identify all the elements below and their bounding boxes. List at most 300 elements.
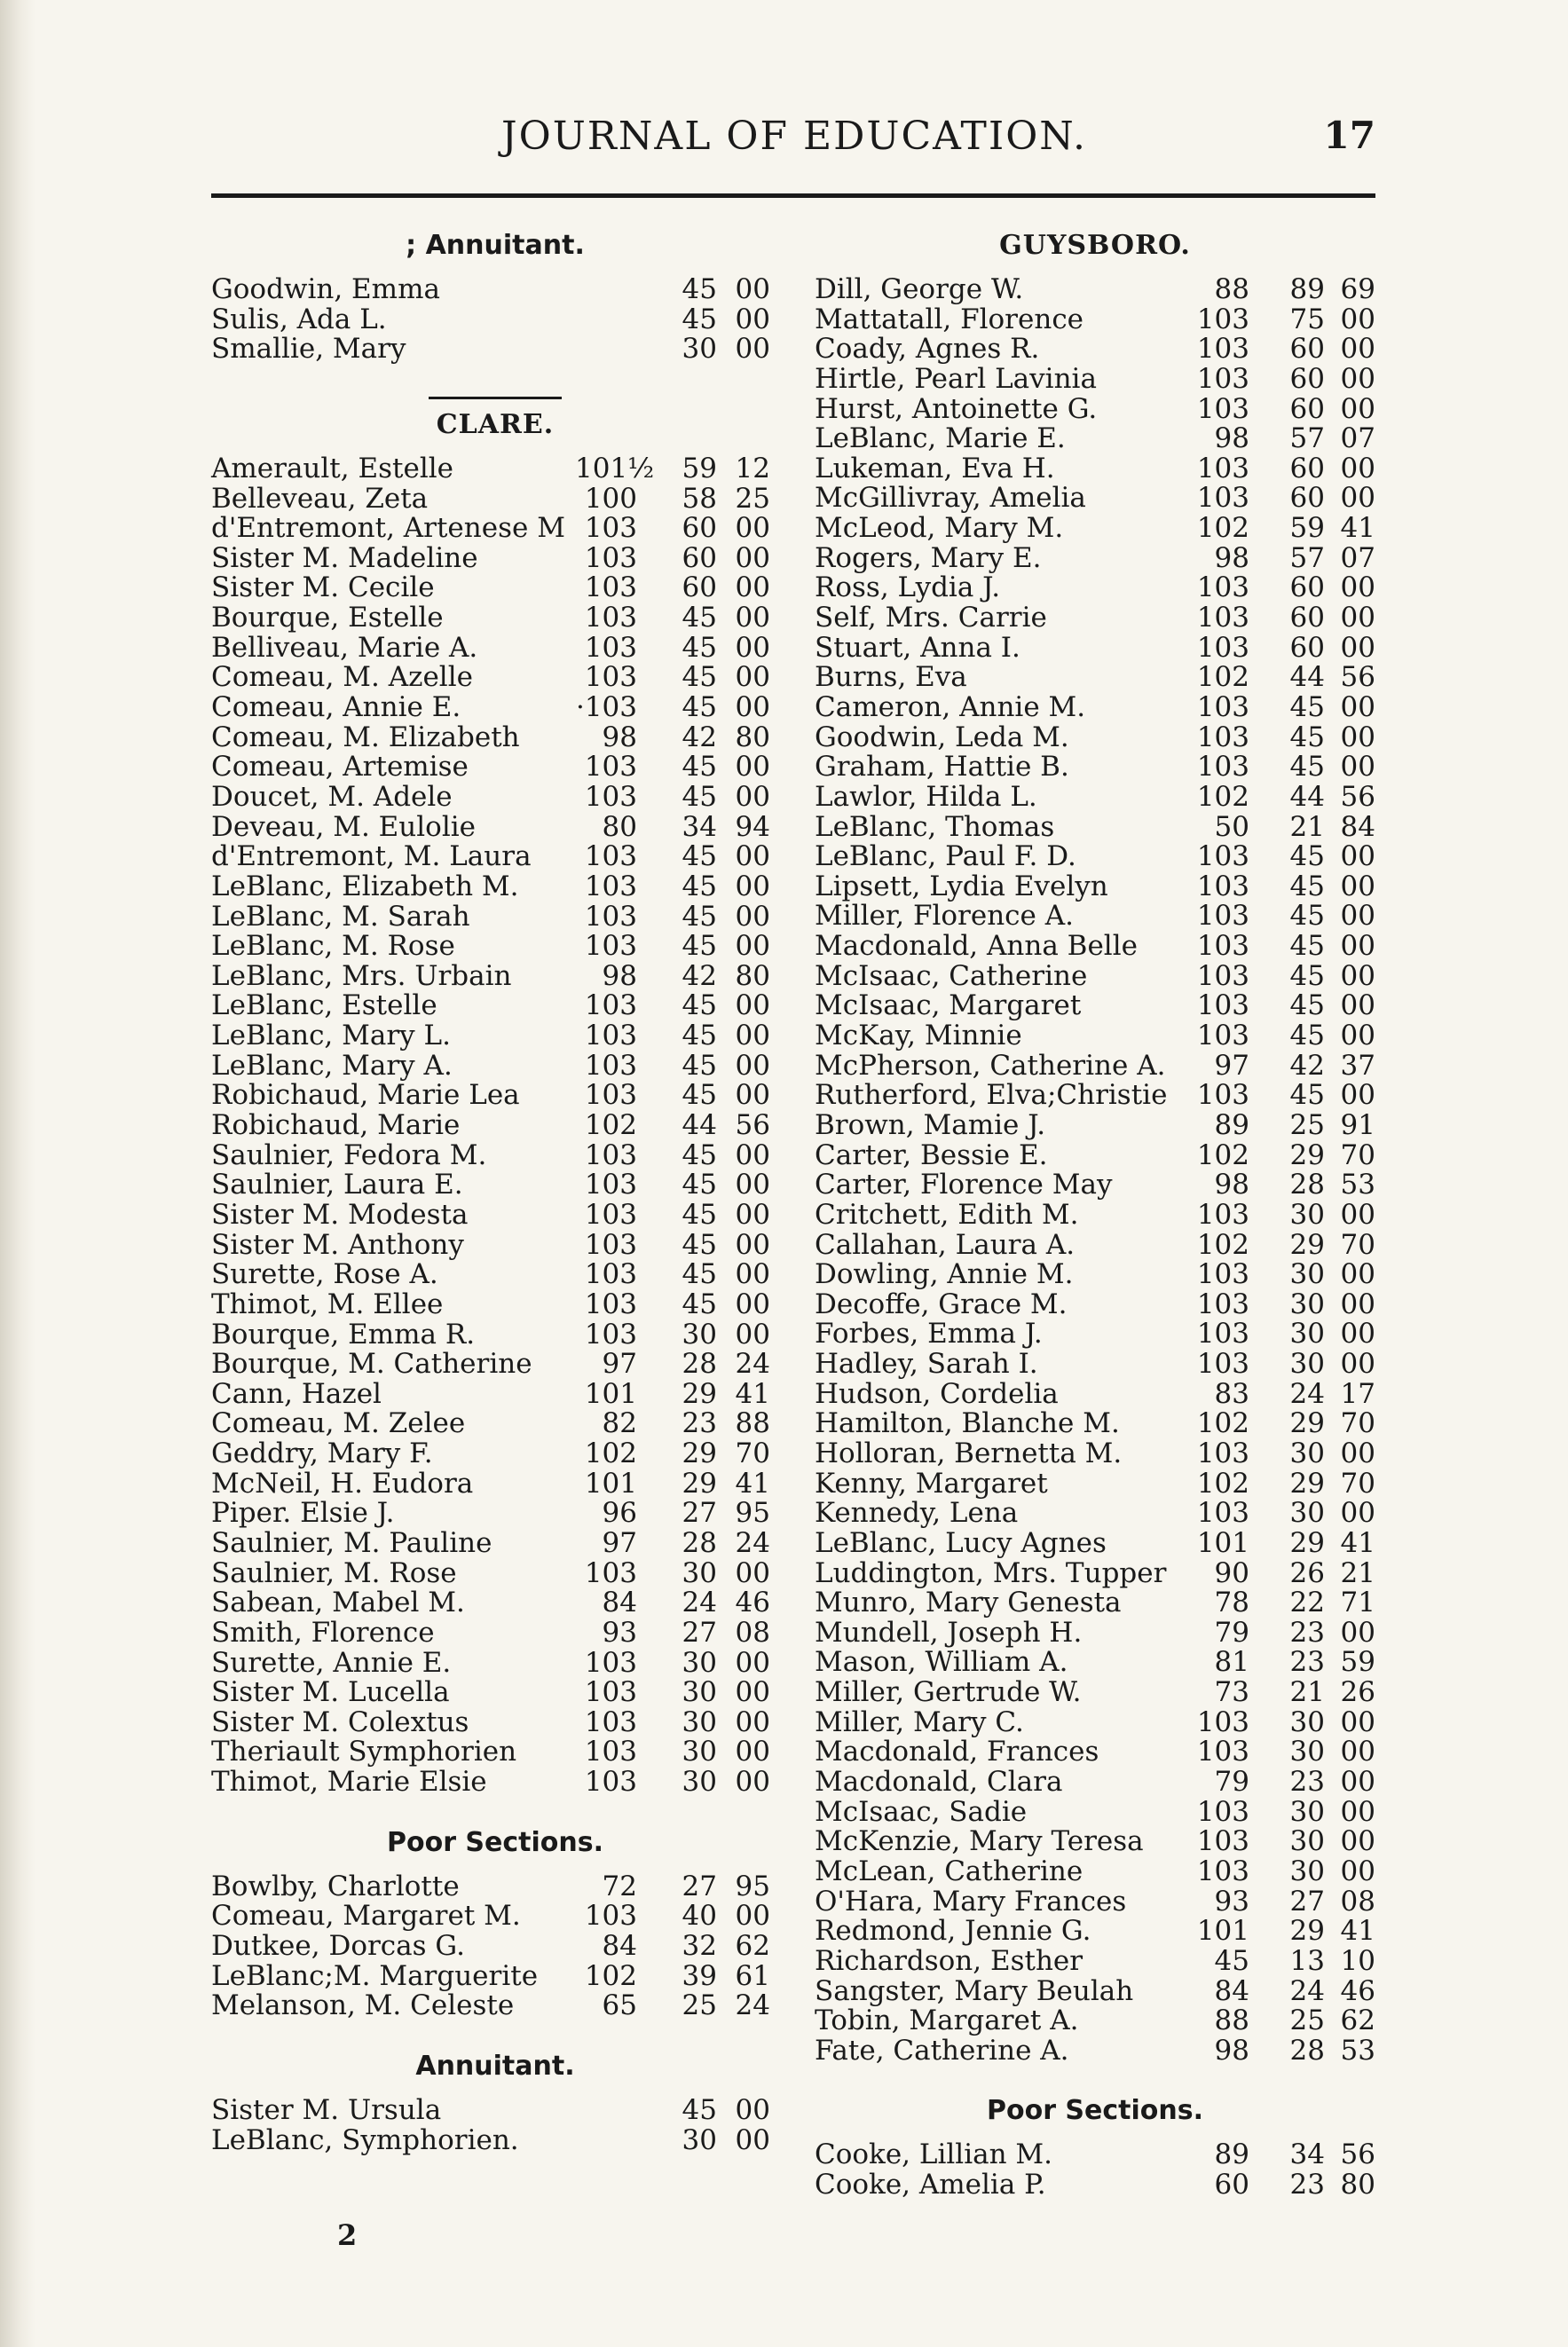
dollars-value: 30 — [1289, 1258, 1325, 1291]
teacher-name: Hirtle, Pearl Lavinia — [815, 362, 1097, 395]
teacher-name: Melanson, M. Celeste — [211, 1989, 515, 2022]
grade-value: 103 — [584, 1079, 637, 1112]
cents-value: 53 — [1340, 1169, 1375, 1201]
teacher-name: Forbes, Emma J. — [815, 1318, 1043, 1351]
dollars-value: 60 — [1289, 452, 1325, 484]
grade-value: 103 — [584, 989, 637, 1022]
grade-value: 97 — [602, 1526, 637, 1559]
dollars-value: 45 — [1289, 751, 1325, 784]
teacher-name: Kenny, Margaret — [815, 1467, 1048, 1500]
grade-value: 103 — [584, 661, 637, 694]
table-row — [815, 2036, 1375, 2067]
dollars-value: 45 — [682, 840, 717, 873]
cents-value: 00 — [1340, 1079, 1375, 1112]
table-row — [815, 1198, 1375, 1231]
table-row — [815, 1768, 1375, 1798]
table-row — [815, 454, 1375, 484]
dollars-value: 29 — [682, 1467, 717, 1500]
teacher-name: Belleveau, Zeta — [211, 482, 429, 515]
teacher-name: Comeau, Artemise — [211, 751, 469, 784]
table-row — [815, 690, 1375, 723]
dollars-value: 30 — [682, 1736, 717, 1768]
grade-value: 73 — [1214, 1676, 1249, 1709]
teacher-name: LeBlanc, Thomas — [815, 810, 1055, 843]
teacher-name: Munro, Mary Genesta — [815, 1587, 1122, 1619]
cents-value: 84 — [1340, 810, 1375, 843]
cents-value: 00 — [1340, 1497, 1375, 1530]
cents-value: 88 — [735, 1407, 770, 1440]
table-row — [211, 2123, 779, 2156]
dollars-value: 45 — [1289, 690, 1325, 723]
grade-value: 60 — [1214, 2169, 1249, 2201]
grade-value: 81 — [1214, 1646, 1249, 1679]
table-row — [815, 1618, 1375, 1649]
table-row — [815, 424, 1375, 454]
grade-value: 103 — [584, 1258, 637, 1291]
grade-value: 102 — [1196, 1228, 1249, 1261]
cents-value: 24 — [735, 1348, 770, 1381]
grade-value: 103 — [1196, 1318, 1249, 1351]
grade-value: 103 — [584, 1676, 637, 1709]
teacher-name: Sister M. Cecile — [211, 571, 435, 604]
cents-value: 00 — [1340, 1198, 1375, 1231]
dollars-value: 45 — [682, 1228, 717, 1261]
dollars-value: 44 — [1289, 661, 1325, 694]
dollars-value: 57 — [1289, 541, 1325, 574]
cents-value: 00 — [735, 691, 770, 724]
signature-mark: 2 — [337, 2218, 358, 2252]
cents-value: 00 — [735, 1049, 770, 1082]
teacher-name: Luddington, Mrs. Tupper — [815, 1556, 1167, 1589]
section-gap — [211, 1798, 779, 1817]
table-row — [815, 541, 1375, 574]
table-row — [815, 1974, 1375, 2007]
table-row — [815, 275, 1375, 305]
teacher-name: McGillivray, Amelia — [815, 482, 1086, 515]
grade-value: 45 — [1214, 1944, 1249, 1977]
cents-value: 25 — [735, 482, 770, 515]
dollars-value: 28 — [682, 1348, 717, 1381]
grade-value: 103 — [1196, 362, 1249, 395]
grade-value: 84 — [1214, 1974, 1249, 2007]
dollars-value: 58 — [682, 482, 717, 515]
grade-value: 101 — [584, 1467, 637, 1500]
table-row — [815, 1319, 1375, 1350]
table-row — [815, 1795, 1375, 1828]
table-row — [211, 1768, 779, 1798]
cents-value: 00 — [735, 1228, 770, 1261]
dollars-value: 39 — [682, 1959, 717, 1992]
dollars-value: 29 — [682, 1437, 717, 1470]
table-row — [211, 842, 779, 872]
dollars-value: 89 — [1289, 273, 1325, 305]
table-row — [815, 2170, 1375, 2201]
cents-value: 95 — [735, 1870, 770, 1902]
table-row — [211, 1618, 779, 1649]
grade-value: ·103 — [575, 691, 637, 724]
table-row — [211, 1051, 779, 1082]
teacher-name: LeBlanc, Elizabeth M. — [211, 870, 519, 902]
table-row — [211, 991, 779, 1021]
cents-value: 00 — [1340, 1736, 1375, 1768]
teacher-name: Sister M. Anthony — [211, 1228, 464, 1261]
cents-value: 00 — [1340, 333, 1375, 366]
table-row — [815, 1917, 1375, 1947]
grade-value: 90 — [1214, 1556, 1249, 1589]
dollars-value: 23 — [1289, 2169, 1325, 2201]
grade-value: 103 — [1196, 571, 1249, 604]
table-row — [815, 1290, 1375, 1320]
teacher-name: Sister M. Modesta — [211, 1198, 469, 1231]
dollars-value: 30 — [682, 1318, 717, 1351]
dollars-value: 45 — [682, 1169, 717, 1201]
teacher-name: Burns, Eva — [815, 661, 967, 694]
teacher-name: Sister M. Lucella — [211, 1676, 450, 1709]
table-row — [815, 810, 1375, 843]
grade-value: 72 — [602, 1870, 637, 1902]
dollars-value: 30 — [682, 333, 717, 366]
cents-value: 00 — [735, 900, 770, 933]
cents-value: 56 — [735, 1109, 770, 1142]
cents-value: 00 — [1340, 840, 1375, 873]
grade-value: 98 — [1214, 1169, 1249, 1201]
cents-value: 70 — [735, 1437, 770, 1470]
cents-value: 46 — [1340, 1974, 1375, 2007]
dollars-value: 29 — [1289, 1915, 1325, 1948]
table-row — [211, 1705, 779, 1738]
dollars-value: 29 — [1289, 1526, 1325, 1559]
teacher-name: LeBlanc, Symphorien. — [211, 2123, 519, 2156]
teacher-name: McIsaac, Sadie — [815, 1795, 1028, 1828]
dollars-value: 45 — [682, 1079, 717, 1112]
cents-value: 41 — [735, 1467, 770, 1500]
grade-value: 103 — [584, 930, 637, 963]
teacher-name: Sister M. Madeline — [211, 541, 478, 574]
teacher-name: Belliveau, Marie A. — [211, 631, 478, 664]
teacher-name: Comeau, Annie E. — [211, 691, 461, 724]
cents-value: 08 — [1340, 1885, 1375, 1918]
grade-value: 79 — [1214, 1616, 1249, 1649]
teacher-name: Theriault Symphorien — [211, 1736, 517, 1768]
dollars-value: 60 — [682, 512, 717, 545]
cents-value: 80 — [735, 959, 770, 992]
table-row — [211, 902, 779, 933]
table-row — [815, 1260, 1375, 1290]
cents-value: 00 — [735, 273, 770, 305]
table-row — [211, 454, 779, 484]
cents-value: 08 — [735, 1616, 770, 1649]
teacher-name: Miller, Florence A. — [815, 900, 1074, 933]
teacher-name: Doucet, M. Adele — [211, 780, 453, 813]
grade-value: 103 — [1196, 1855, 1249, 1887]
table-row — [211, 1588, 779, 1618]
table-row — [211, 1439, 779, 1469]
dollars-value: 30 — [1289, 1198, 1325, 1231]
table-row — [211, 484, 779, 515]
dollars-value: 27 — [1289, 1885, 1325, 1918]
table-row — [211, 1021, 779, 1051]
grade-value: 96 — [602, 1497, 637, 1530]
teacher-name: LeBlanc, Lucy Agnes — [815, 1526, 1107, 1559]
grade-value: 103 — [1196, 1437, 1249, 1469]
table-row — [815, 1648, 1375, 1678]
dollars-value: 60 — [1289, 333, 1325, 366]
cents-value: 00 — [735, 333, 770, 366]
grade-value: 93 — [602, 1616, 637, 1649]
teacher-name: McPherson, Catherine A. — [815, 1049, 1166, 1082]
teacher-name: Cooke, Amelia P. — [815, 2169, 1046, 2201]
table-row — [211, 1350, 779, 1380]
grade-value: 103 — [1196, 870, 1249, 902]
cents-value: 00 — [1340, 392, 1375, 425]
grade-value: 103 — [584, 1049, 637, 1082]
dollars-value: 45 — [682, 870, 717, 902]
cents-value: 37 — [1340, 1049, 1375, 1082]
teacher-name: Cooke, Lillian M. — [815, 2138, 1053, 2171]
grade-value: 89 — [1214, 1108, 1249, 1141]
teacher-name: Macdonald, Clara — [815, 1766, 1063, 1799]
teacher-name: LeBlanc, M. Rose — [211, 930, 455, 963]
teacher-name: Kennedy, Lena — [815, 1497, 1019, 1530]
cents-value: 00 — [1340, 1318, 1375, 1351]
teacher-name: Hudson, Cordelia — [815, 1377, 1059, 1410]
teacher-name: Sulis, Ada L. — [211, 303, 387, 335]
grade-value: 103 — [584, 780, 637, 813]
grade-value: 102 — [1196, 1407, 1249, 1440]
section-title: ; Annuitant. — [406, 230, 585, 261]
grade-value: 103 — [1196, 1079, 1249, 1112]
dollars-value: 60 — [1289, 631, 1325, 664]
grade-value: 103 — [1196, 1348, 1249, 1381]
teacher-name: Graham, Hattie B. — [815, 751, 1069, 784]
table-row — [815, 1857, 1375, 1887]
teacher-name: McLeod, Mary M. — [815, 512, 1064, 545]
table-row — [815, 1170, 1375, 1201]
teacher-name: Smith, Florence — [211, 1616, 435, 1649]
cents-value: 00 — [735, 571, 770, 604]
grade-value: 103 — [584, 870, 637, 902]
table-row — [211, 1111, 779, 1141]
cents-value: 70 — [1340, 1407, 1375, 1440]
dollars-value: 45 — [682, 303, 717, 335]
section-title: GUYSBORO. — [999, 230, 1191, 261]
dollars-value: 25 — [682, 1989, 717, 2022]
cents-value: 00 — [735, 2093, 770, 2126]
section-gap — [815, 2066, 1375, 2085]
dollars-value: 45 — [682, 989, 717, 1022]
cents-value: 53 — [1340, 2034, 1375, 2067]
dollars-value: 34 — [682, 810, 717, 843]
table-row — [815, 1081, 1375, 1111]
teacher-name: Amerault, Estelle — [211, 452, 453, 484]
dollars-value: 32 — [682, 1930, 717, 1963]
table-row — [815, 573, 1375, 603]
table-row — [815, 1021, 1375, 1051]
cents-value: 00 — [1340, 1258, 1375, 1291]
cents-value: 21 — [1340, 1556, 1375, 1589]
cents-value: 00 — [1340, 452, 1375, 484]
dollars-value: 30 — [1289, 1497, 1325, 1530]
grade-value: 88 — [1214, 2004, 1249, 2037]
cents-value: 00 — [735, 930, 770, 963]
page-edge-shadow — [0, 0, 35, 2347]
grade-value: 103 — [1196, 1736, 1249, 1768]
cents-value: 00 — [735, 1318, 770, 1351]
dollars-value: 45 — [1289, 900, 1325, 933]
cents-value: 00 — [735, 1079, 770, 1112]
section-gap — [211, 2021, 779, 2041]
cents-value: 00 — [1340, 1348, 1375, 1381]
dollars-value: 23 — [1289, 1646, 1325, 1679]
cents-value: 95 — [735, 1497, 770, 1530]
dollars-value: 21 — [1289, 1676, 1325, 1709]
dollars-value: 45 — [1289, 989, 1325, 1022]
grade-value: 93 — [1214, 1885, 1249, 1918]
dollars-value: 27 — [682, 1870, 717, 1902]
grade-value: 101½ — [575, 452, 655, 484]
table-row — [815, 752, 1375, 783]
teacher-name: Coady, Agnes R. — [815, 333, 1040, 366]
grade-value: 103 — [1196, 1497, 1249, 1530]
grade-value: 103 — [584, 1556, 637, 1589]
dollars-value: 60 — [682, 541, 717, 574]
cents-value: 00 — [1340, 602, 1375, 634]
grade-value: 103 — [1196, 452, 1249, 484]
grade-value: 103 — [1196, 840, 1249, 873]
cents-value: 00 — [1340, 1795, 1375, 1828]
teacher-name: Miller, Mary C. — [815, 1705, 1024, 1738]
grade-value: 103 — [1196, 989, 1249, 1022]
cents-value: 62 — [735, 1930, 770, 1963]
dollars-value: 42 — [1289, 1049, 1325, 1082]
table-row — [211, 1526, 779, 1559]
cents-value: 00 — [1340, 989, 1375, 1022]
table-row — [815, 780, 1375, 813]
cents-value: 69 — [1340, 273, 1375, 305]
dollars-value: 28 — [1289, 2034, 1325, 2067]
cents-value: 00 — [1340, 959, 1375, 992]
grade-value: 103 — [584, 1705, 637, 1738]
table-row — [211, 275, 779, 305]
teacher-name: Sister M. Colextus — [211, 1705, 469, 1738]
table-row — [815, 1678, 1375, 1708]
teacher-name: LeBlanc;M. Marguerite — [211, 1959, 539, 1992]
grade-value: 98 — [602, 721, 637, 753]
table-row — [211, 2093, 779, 2126]
table-row — [815, 872, 1375, 902]
cents-value: 00 — [1340, 751, 1375, 784]
left-column — [211, 220, 779, 2155]
table-row — [815, 1439, 1375, 1469]
cents-value: 62 — [1340, 2004, 1375, 2037]
dollars-value: 59 — [1289, 512, 1325, 545]
table-row — [211, 663, 779, 693]
section-title: CLARE. — [436, 408, 555, 440]
teacher-name: Saulnier, M. Rose — [211, 1556, 457, 1589]
dollars-value: 45 — [682, 631, 717, 664]
teacher-name: Critchett, Edith M. — [815, 1198, 1079, 1231]
grade-value: 103 — [584, 1138, 637, 1171]
dollars-value: 30 — [682, 1556, 717, 1589]
teacher-name: Thimot, M. Ellee — [211, 1288, 444, 1320]
teacher-name: Macdonald, Frances — [815, 1736, 1099, 1768]
dollars-value: 30 — [1289, 1288, 1325, 1320]
dollars-value: 29 — [1289, 1467, 1325, 1500]
dollars-value: 13 — [1289, 1944, 1325, 1977]
cents-value: 00 — [735, 1900, 770, 1933]
teacher-name: Sister M. Ursula — [211, 2093, 442, 2126]
dollars-value: 30 — [682, 1646, 717, 1679]
grade-value: 102 — [1196, 1467, 1249, 1500]
cents-value: 56 — [1340, 2138, 1375, 2171]
cents-value: 00 — [1340, 1616, 1375, 1649]
dollars-value: 60 — [1289, 602, 1325, 634]
teacher-name: Goodwin, Emma — [211, 273, 440, 305]
dollars-value: 30 — [1289, 1736, 1325, 1768]
teacher-name: Bourque, Emma R. — [211, 1318, 476, 1351]
grade-value: 103 — [1196, 1825, 1249, 1858]
cents-value: 00 — [735, 512, 770, 545]
dollars-value: 30 — [682, 1676, 717, 1709]
cents-value: 00 — [735, 1020, 770, 1052]
teacher-name: Lukeman, Eva H. — [815, 452, 1055, 484]
teacher-name: LeBlanc, M. Sarah — [211, 900, 470, 933]
dollars-value: 45 — [682, 1198, 717, 1231]
teacher-name: Tobin, Margaret A. — [815, 2004, 1079, 2037]
teacher-name: Brown, Mamie J. — [815, 1108, 1046, 1141]
cents-value: 80 — [735, 721, 770, 753]
table-row — [211, 541, 779, 574]
dollars-value: 30 — [1289, 1705, 1325, 1738]
teacher-name: Surette, Annie E. — [211, 1646, 452, 1679]
table-row — [211, 780, 779, 813]
grade-value: 103 — [1196, 631, 1249, 664]
dollars-value: 29 — [1289, 1407, 1325, 1440]
dollars-value: 60 — [1289, 571, 1325, 604]
cents-value: 00 — [735, 1766, 770, 1799]
table-row — [815, 392, 1375, 425]
cents-value: 00 — [1340, 1855, 1375, 1887]
dollars-value: 26 — [1289, 1556, 1325, 1589]
cents-value: 70 — [1340, 1138, 1375, 1171]
table-row — [211, 1290, 779, 1320]
teacher-name: Self, Mrs. Carrie — [815, 602, 1047, 634]
cents-value: 70 — [1340, 1467, 1375, 1500]
table-row — [211, 1320, 779, 1351]
teacher-name: Comeau, M. Zelee — [211, 1407, 466, 1440]
table-row — [815, 932, 1375, 962]
grade-value: 103 — [1196, 900, 1249, 933]
dollars-value: 42 — [682, 721, 717, 753]
table-row — [211, 1959, 779, 1992]
dollars-value: 42 — [682, 959, 717, 992]
table-row — [211, 1170, 779, 1201]
table-row — [211, 1556, 779, 1589]
grade-value: 103 — [1196, 751, 1249, 784]
table-row — [815, 1887, 1375, 1918]
cents-value: 41 — [1340, 1526, 1375, 1559]
teacher-name: Hurst, Antoinette G. — [815, 392, 1098, 425]
cents-value: 00 — [735, 870, 770, 902]
table-row — [211, 959, 779, 992]
table-row — [815, 1737, 1375, 1768]
teacher-name: Comeau, Margaret M. — [211, 1900, 521, 1933]
table-row — [815, 305, 1375, 335]
dollars-value: 23 — [1289, 1766, 1325, 1799]
teacher-name: Comeau, M. Azelle — [211, 661, 473, 694]
cents-value: 00 — [735, 1138, 770, 1171]
teacher-name: Goodwin, Leda M. — [815, 721, 1069, 753]
